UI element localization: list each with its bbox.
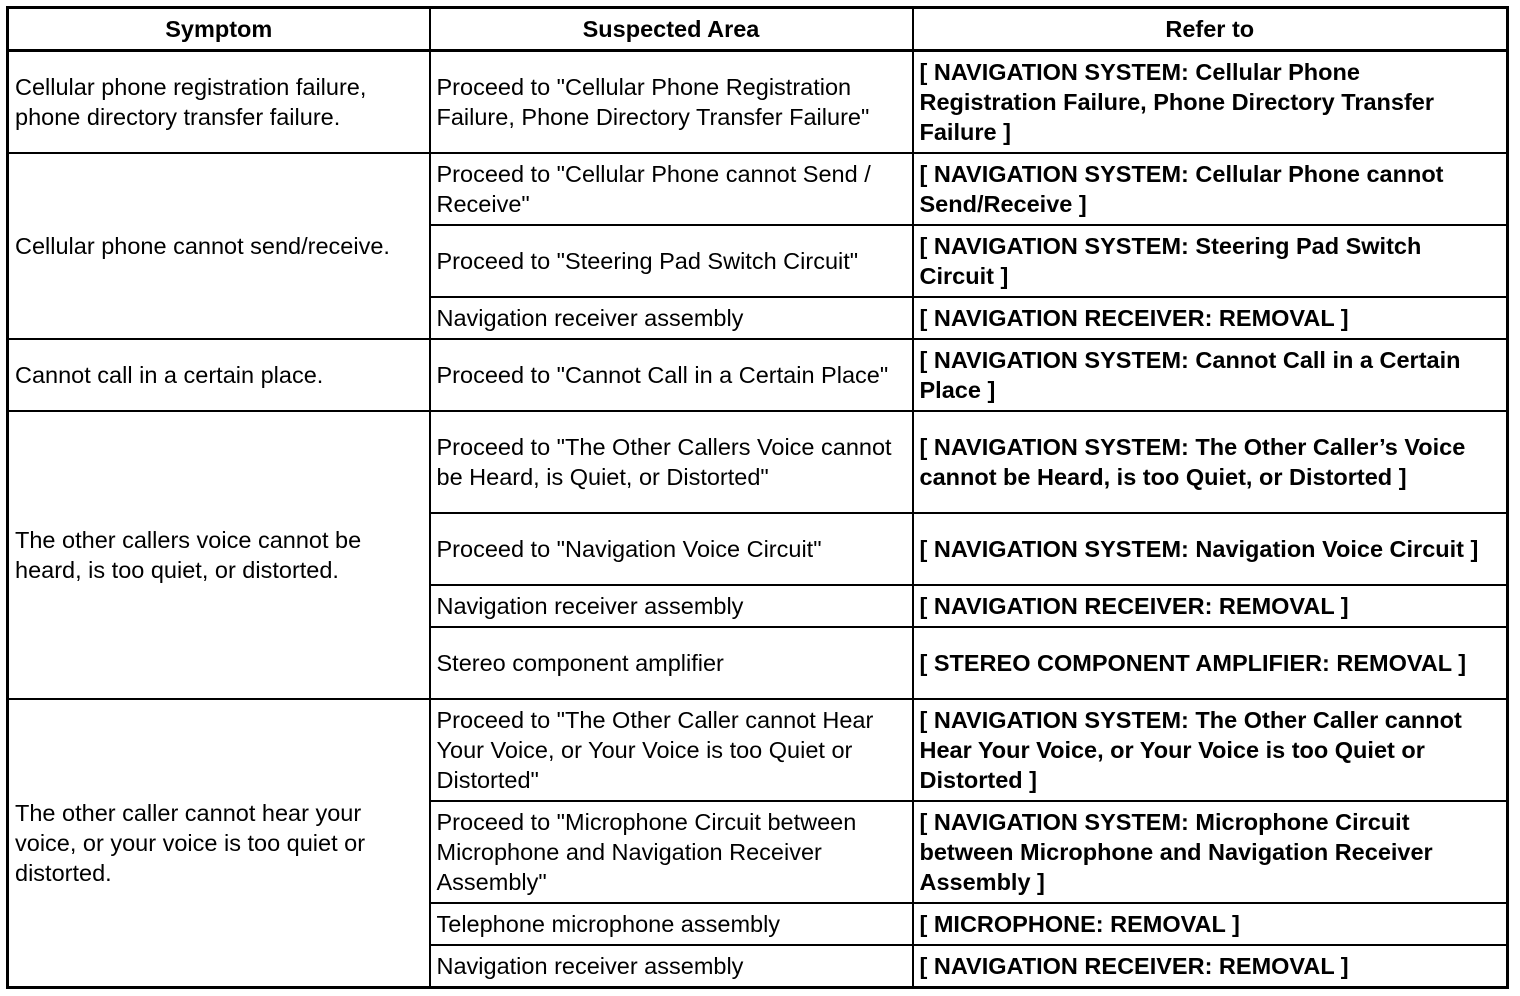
suspected-area-cell: Navigation receiver assembly: [430, 945, 913, 988]
suspected-area-cell: Navigation receiver assembly: [430, 585, 913, 627]
suspected-area-cell: Proceed to "Cannot Call in a Certain Place": [430, 339, 913, 411]
refer-to-link[interactable]: [ MICROPHONE: REMOVAL ]: [913, 903, 1508, 945]
suspected-area-cell: Telephone microphone assembly: [430, 903, 913, 945]
refer-to-link[interactable]: [ STEREO COMPONENT AMPLIFIER: REMOVAL ]: [913, 627, 1508, 699]
table-row: [8, 339, 1508, 411]
refer-to-link[interactable]: [ NAVIGATION SYSTEM: Cannot Call in a Certain Place ]: [913, 339, 1508, 411]
refer-to-link[interactable]: [ NAVIGATION SYSTEM: The Other Caller’s Voice cannot be Heard, is too Quiet, or Distorted ]: [913, 411, 1508, 513]
table-row: [8, 699, 1508, 801]
table-row: [8, 153, 1508, 225]
refer-to-link[interactable]: [ NAVIGATION SYSTEM: Navigation Voice Circuit ]: [913, 513, 1508, 585]
suspected-area-cell: Stereo component amplifier: [430, 627, 913, 699]
refer-to-link[interactable]: [ NAVIGATION RECEIVER: REMOVAL ]: [913, 297, 1508, 339]
symptom-cell: Cannot call in a certain place.: [8, 339, 430, 411]
table-row: [8, 51, 1508, 154]
symptom-cell: The other caller cannot hear your voice, or your voice is too quiet or distorted.: [8, 699, 430, 988]
troubleshooting-table: [6, 6, 1509, 989]
refer-to-link[interactable]: [ NAVIGATION RECEIVER: REMOVAL ]: [913, 945, 1508, 988]
suspected-area-cell: Navigation receiver assembly: [430, 297, 913, 339]
symptom-cell: The other callers voice cannot be heard, is too quiet, or distorted.: [8, 411, 430, 699]
table-row: [8, 411, 1508, 513]
suspected-area-cell: Proceed to "Cellular Phone Registration Failure, Phone Directory Transfer Failure": [430, 51, 913, 154]
header-suspected-area: Suspected Area: [430, 8, 913, 51]
header-row: [8, 8, 1508, 51]
suspected-area-cell: Proceed to "Cellular Phone cannot Send / Receive": [430, 153, 913, 225]
symptom-cell: Cellular phone cannot send/receive.: [8, 153, 430, 339]
refer-to-link[interactable]: [ NAVIGATION SYSTEM: Microphone Circuit between Microphone and Navigation Receiver Assembly ]: [913, 801, 1508, 903]
suspected-area-cell: Proceed to "Microphone Circuit between Microphone and Navigation Receiver Assembly": [430, 801, 913, 903]
refer-to-link[interactable]: [ NAVIGATION RECEIVER: REMOVAL ]: [913, 585, 1508, 627]
header-refer-to: Refer to: [913, 8, 1508, 51]
suspected-area-cell: Proceed to "Navigation Voice Circuit": [430, 513, 913, 585]
header-symptom: Symptom: [8, 8, 430, 51]
suspected-area-cell: Proceed to "Steering Pad Switch Circuit": [430, 225, 913, 297]
refer-to-link[interactable]: [ NAVIGATION SYSTEM: Steering Pad Switch Circuit ]: [913, 225, 1508, 297]
symptom-cell: Cellular phone registration failure, phone directory transfer failure.: [8, 51, 430, 154]
refer-to-link[interactable]: [ NAVIGATION SYSTEM: Cellular Phone Registration Failure, Phone Directory Transfer Failure ]: [913, 51, 1508, 154]
suspected-area-cell: Proceed to "The Other Callers Voice cannot be Heard, is Quiet, or Distorted": [430, 411, 913, 513]
suspected-area-cell: Proceed to "The Other Caller cannot Hear Your Voice, or Your Voice is too Quiet or Distorted": [430, 699, 913, 801]
refer-to-link[interactable]: [ NAVIGATION SYSTEM: The Other Caller cannot Hear Your Voice, or Your Voice is too Quiet or Distorted ]: [913, 699, 1508, 801]
refer-to-link[interactable]: [ NAVIGATION SYSTEM: Cellular Phone cannot Send/Receive ]: [913, 153, 1508, 225]
